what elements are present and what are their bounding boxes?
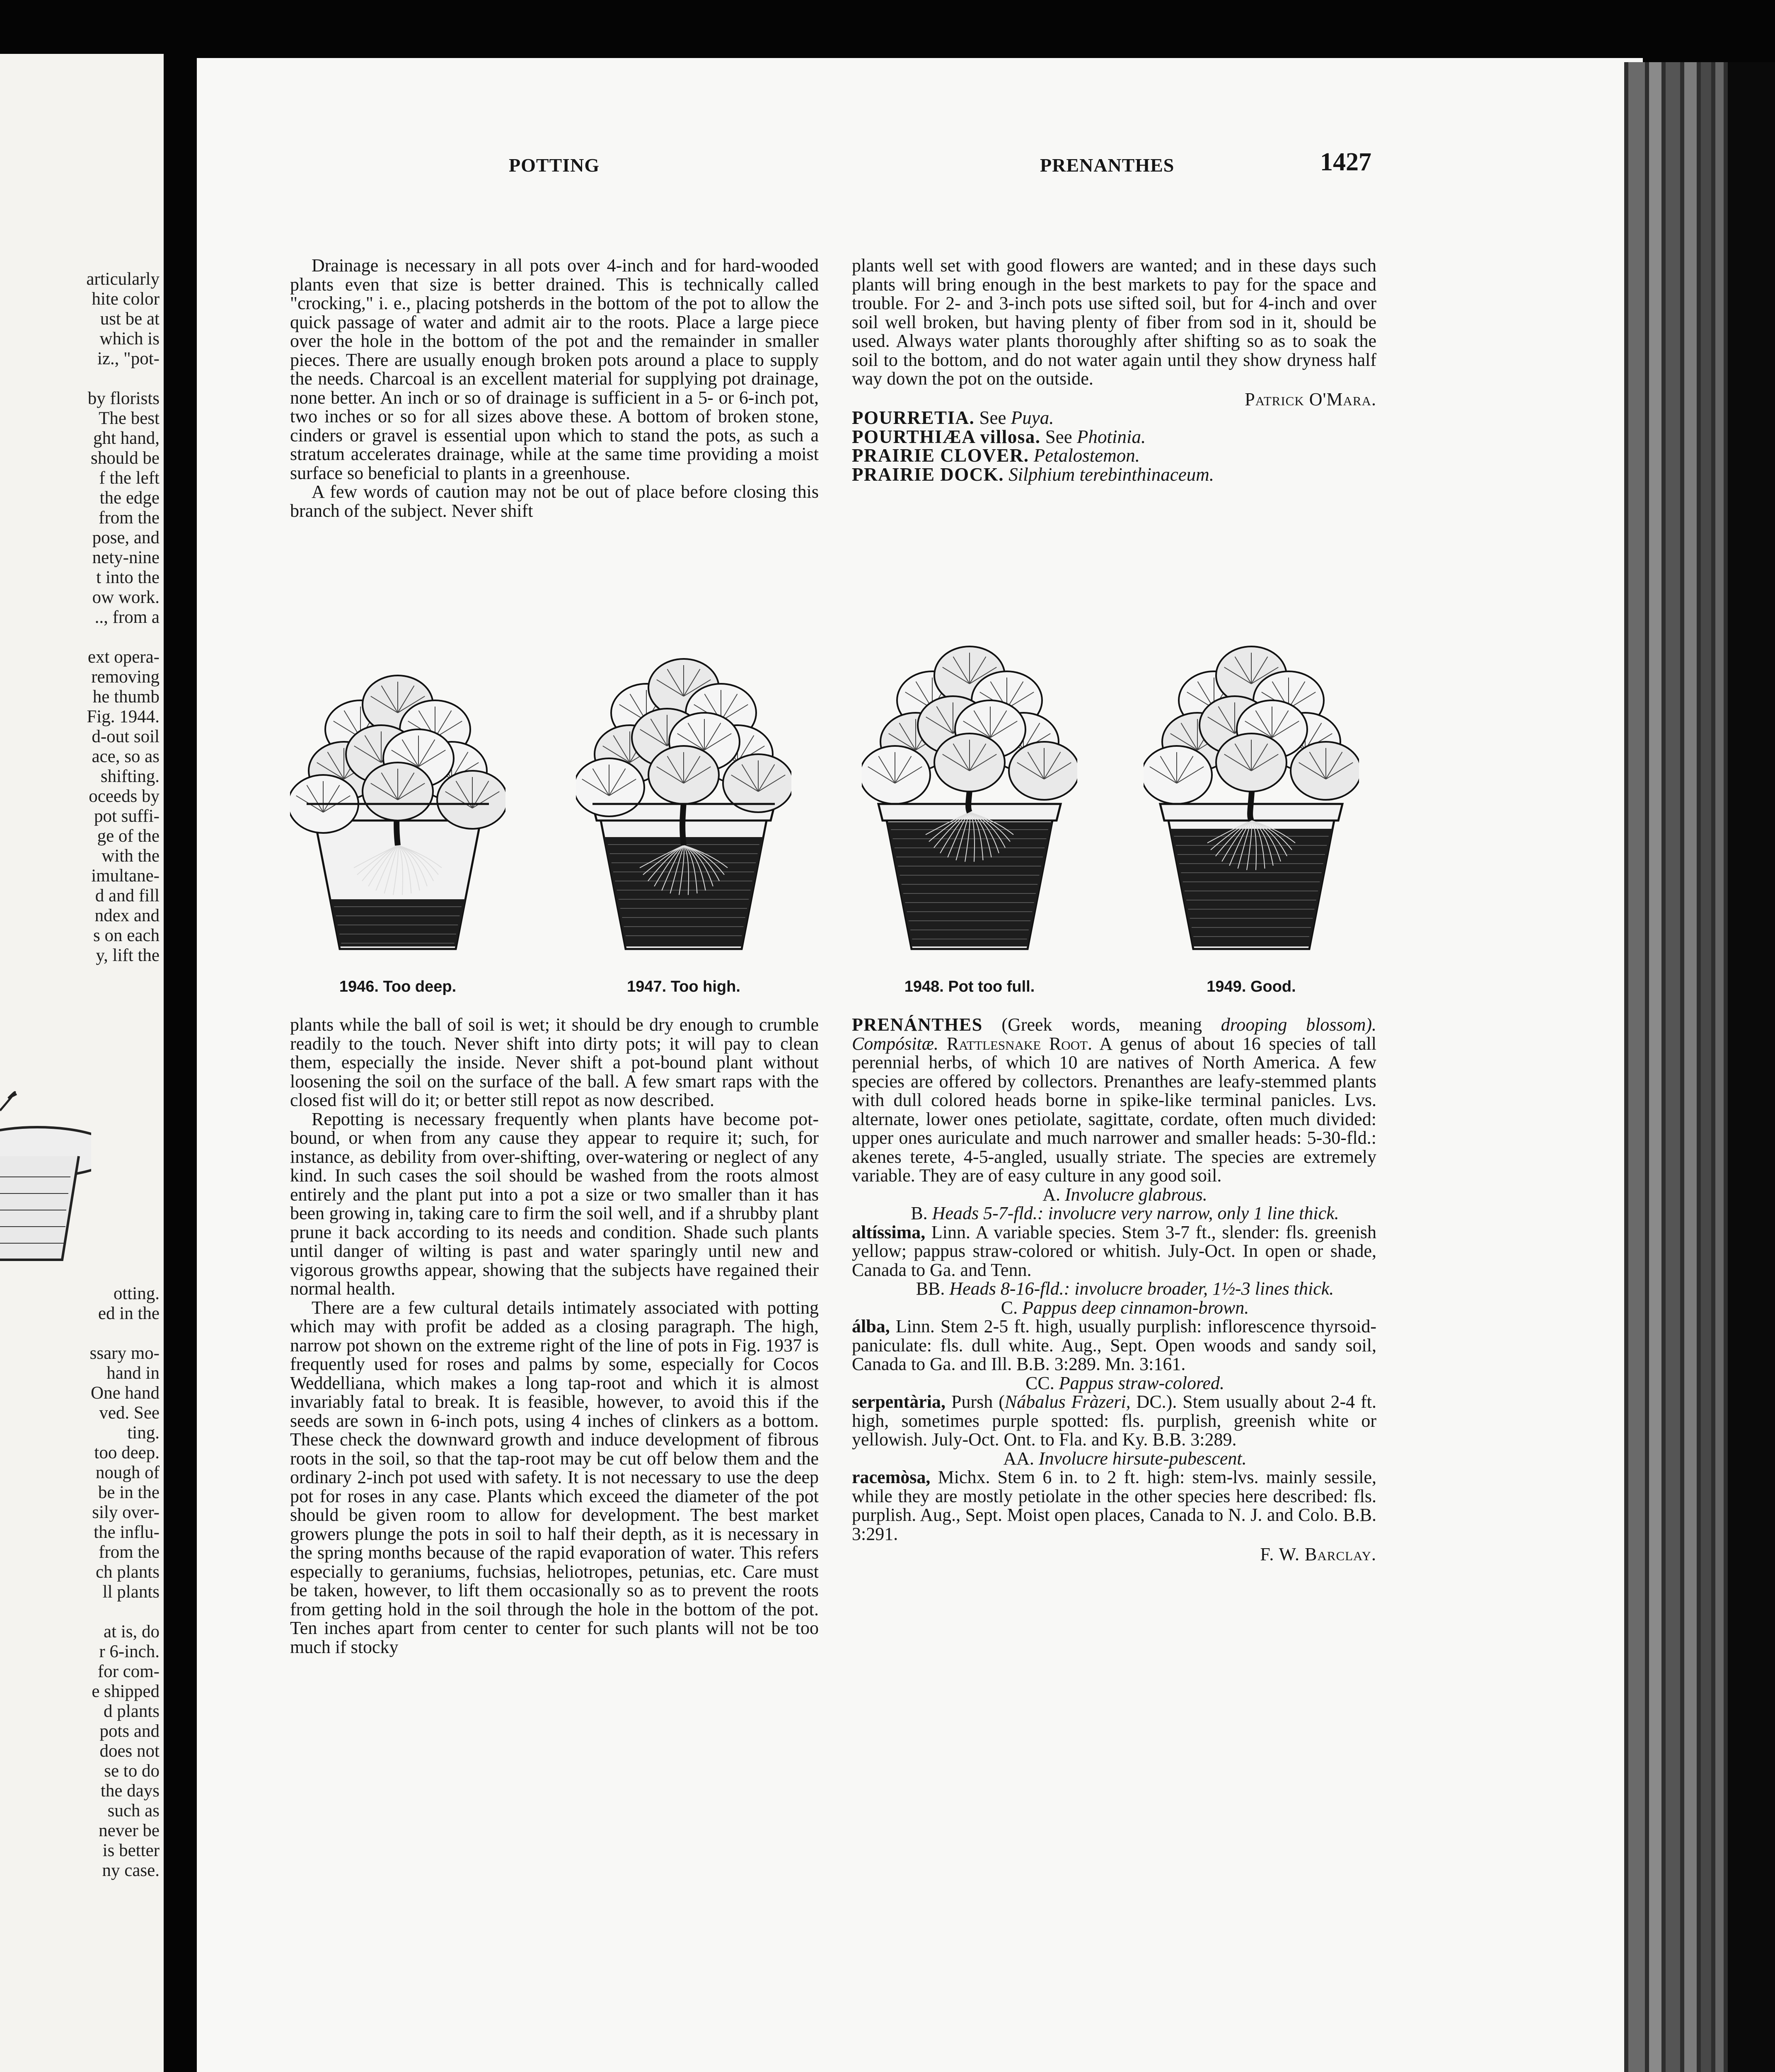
key-heading: A. Involucre glabrous.	[1042, 1184, 1207, 1205]
figure-good	[1144, 613, 1359, 999]
figure-caption: 1946. Too deep.	[339, 978, 457, 995]
species-entry: serpentària, Pursh (Nábalus Fràzeri, DC.). Stem usually about 2-4 ft. high, sometimes purple spotted: fls. purplish, greenish white or yellowish. July-Oct. Ont. to Fla. and Ky. B.B. 3:289.	[852, 1392, 1376, 1450]
genus-paragraph: PRENÁNTHES (Greek words, meaning drooping blossom). Compósitæ. Rattlesnake Root. A genus of about 16 species of tall perennial herbs, of which 10 are natives of North America. A few species are offered by collectors. Prenanthes are leafy-stemmed plants with dull colored heads borne in spike-like terminal panicles. Lvs. alternate, lower ones petiolate, sagittate, cordate, often much divided: upper ones auriculate and much narrower and smaller heads: 5-30-fld.: akenes terete, 4-5-angled, usually striate. The species are extremely variable. They are of easy culture in any good soil.	[852, 1014, 1377, 1186]
soil	[1170, 829, 1332, 946]
left-page-line: ting.	[127, 1423, 160, 1443]
left-page-line: d plants	[104, 1702, 160, 1721]
figure-pot-too-full	[862, 613, 1077, 999]
left-page-line: removing	[91, 667, 160, 687]
key-heading: AA. Involucre hirsute-pubescent.	[1003, 1448, 1247, 1469]
prenanthes-entry	[852, 1015, 1376, 1564]
left-page-line: nety-nine	[92, 548, 160, 567]
left-page-line: One hand	[91, 1383, 160, 1403]
left-page-line: se to do	[104, 1761, 160, 1781]
left-page-line: .., from a	[94, 608, 160, 627]
left-page-line: otting.	[113, 1284, 160, 1303]
paragraph: A few words of caution may not be out of place before closing this branch of the subject. Never shift	[290, 482, 819, 521]
foliage	[290, 675, 505, 833]
left-page-line: from the	[99, 1542, 160, 1562]
left-page-line: e shipped	[92, 1682, 160, 1701]
cross-reference: PRAIRIE DOCK. Silphium terebinthinaceum.	[852, 464, 1214, 485]
flower-pot	[1160, 804, 1342, 949]
left-page-line: ll plants	[102, 1582, 160, 1602]
species-entry: álba, Linn. Stem 2-5 ft. high, usually purplish: inflorescence thyrsoid-paniculate: fls. dull white. Aug., Sept. Open woods and sandy soil, Canada to Ga. and Ill. B.B. 3:289. Mn. 3:161.	[852, 1316, 1377, 1374]
figure-too-high	[576, 613, 791, 999]
cross-reference: POURRETIA. See Puya.	[852, 407, 1054, 428]
author-signature: Patrick O'Mara.	[1245, 389, 1376, 409]
left-page-line: ved. See	[99, 1403, 160, 1423]
foliage	[1144, 646, 1359, 804]
species-entry: altíssima, Linn. A variable species. Stem 3-7 ft., slender: fls. greenish yellow; pappus straw-colored or whitish. July-Oct. In open or shade, Canada to Ga. and Tenn.	[852, 1222, 1377, 1280]
figure-too-deep	[290, 613, 505, 999]
left-page-line: by florists	[87, 389, 160, 408]
left-page-line: which is	[99, 329, 160, 349]
flower-pot-illustration	[0, 1086, 91, 1280]
left-facing-page	[0, 54, 164, 2072]
paragraph: There are a few cultural details intimately associated with potting which may with profit be added as a closing paragraph. The high, narrow pot shown on the extreme right of the line of pots in Fig. 1937 is frequently used for roses and palms by some, especially for Cocos Weddelliana, which makes a long tap-root and which it is almost invariably fatal to break. It is feasible, however, to avoid this if the seeds are sown in 6-inch pots, using 4 inches of clinkers as a bottom. These check the downward growth and induce development of fibrous roots in the soil, so that the tap-root may be cut off below them and the ordinary 2-inch pot used with safety. It is not necessary to use the deep pot for roses in any case. Plants which exceed the diameter of the pot should be given room to allow for development. The best market growers plunge the pots in soil to half their depth, as it is necessary in the spring months because of the rapid evaporation of water. This refers especially to geraniums, fuchsias, heliotropes, petunias, etc. Care must be taken, however, to lift them occasionally so as to prevent the roots from getting hold in the soil through the hole in the bottom of the pot. Ten inches apart from center to center for such plants will not be too much if stocky	[290, 1297, 819, 1657]
column-bottom-left	[290, 1015, 819, 1656]
left-page-line: articularly	[86, 269, 160, 289]
left-page-line: the days	[100, 1781, 160, 1801]
left-page-line: never be	[99, 1821, 160, 1840]
left-page-line: r 6-inch.	[99, 1642, 160, 1661]
left-page-line: ow work.	[92, 588, 160, 607]
left-page-line: the edge	[99, 488, 160, 508]
left-page-line: oceeds by	[89, 787, 160, 806]
left-page-line: from the	[99, 508, 160, 528]
left-page-line: The best	[99, 409, 160, 428]
left-page-line: ny case.	[102, 1861, 160, 1880]
left-page-line: pose, and	[92, 528, 160, 547]
left-page-line: ed in the	[98, 1304, 160, 1323]
potted-plant-illustration	[1144, 613, 1359, 974]
left-page-line: iz., "pot-	[97, 349, 160, 368]
paragraph: plants well set with good flowers are wanted; and in these days such plants will bring enough in the best markets to pay for the space and trouble. For 2- and 3-inch pots use sifted soil, but for 4-inch and over soil well broken, but having plenty of fiber from sod in it, should be used. Always water plants thoroughly after shifting so as to soak the soil to the bottom, and do not water again until they show dryness half way down the pot on the outside.	[852, 255, 1376, 389]
left-page-line: he thumb	[92, 687, 160, 707]
genus-title: PRENÁNTHES	[852, 1014, 983, 1035]
potted-plant-illustration	[576, 613, 791, 974]
left-page-line: ge of the	[97, 826, 160, 846]
potted-plant-illustration	[862, 613, 1077, 974]
left-page-line: hand in	[106, 1363, 160, 1383]
left-page-line: s on each	[93, 926, 160, 945]
left-page-line: does not	[99, 1741, 160, 1761]
left-page-line: hite color	[92, 289, 160, 309]
left-page-line: be in the	[98, 1483, 160, 1502]
left-page-line: ace, so as	[92, 747, 160, 766]
cross-reference: PRAIRIE CLOVER. Petalostemon.	[852, 445, 1140, 466]
left-page-line: ssary mo-	[89, 1343, 160, 1363]
column-top-right	[852, 256, 1376, 484]
running-head-right: PRENANTHES	[1040, 155, 1175, 176]
left-page-line: ust be at	[100, 309, 160, 329]
figure-row	[290, 613, 1376, 1011]
foliage	[862, 646, 1077, 804]
figure-caption: 1948. Pot too full.	[904, 978, 1035, 995]
left-page-line: y, lift the	[96, 946, 160, 965]
potted-plant-illustration	[290, 613, 505, 974]
left-page-line: ch plants	[95, 1562, 160, 1582]
author-signature: F. W. Barclay.	[1260, 1544, 1376, 1564]
figure-caption: 1949. Good.	[1207, 978, 1296, 995]
left-page-line: f the left	[99, 468, 160, 488]
cross-reference: POURTHIÆA villosa. See Photinia.	[852, 426, 1146, 447]
left-page-line: pots and	[99, 1721, 160, 1741]
running-head-left: POTTING	[509, 155, 600, 176]
left-page-line: with the	[102, 846, 160, 866]
left-page-line: nough of	[95, 1463, 160, 1482]
left-page-line: at is, do	[104, 1622, 160, 1641]
paragraph: Drainage is necessary in all pots over 4-inch and for hard-wooded plants even that size is better drained. This is technically called "crocking," i. e., placing potsherds in the bottom of the pot to allow the quick passage of water and admit air to the roots. Place a large piece over the hole in the bottom of the pot and the remainder in smaller pieces. There are usually enough broken pots around a place to supply the needs. Charcoal is an excellent material for supplying pot drainage, none better. An inch or so of drainage is sufficient in a 5- or 6-inch pot, two inches or so for all sizes above these. A bottom of broken stone, cinders or gravel is essential upon which to stand the pots, as such a stratum accelerates drainage, while at the same time providing a moist surface so beneficial to plants in a greenhouse.	[290, 255, 819, 483]
book-edge-pages	[1624, 62, 1775, 2072]
left-page-line: such as	[107, 1801, 160, 1820]
species-entry: racemòsa, Michx. Stem 6 in. to 2 ft. high: stem-lvs. mainly sessile, while they are mostly petiolate in the other species here described: fls. purplish. Aug., Sept. Moist open places, Canada to N. J. and Colo. B.B. 3:291.	[852, 1467, 1376, 1544]
figure-caption: 1947. Too high.	[627, 978, 740, 995]
left-page-line: ndex and	[94, 906, 160, 925]
left-page-line: d and fill	[95, 886, 160, 905]
paragraph: plants while the ball of soil is wet; it should be dry enough to crumble readily to the touch. Never shift into dirty pots; it will pay to clean them, especially the inside. Never shift a pot-bound plant without loosening the soil on the surface of the ball. A few smart raps with the closed fist will do it; or better still repot as now described.	[290, 1014, 819, 1110]
column-top-left	[290, 256, 819, 520]
left-page-line: imultane-	[91, 866, 160, 886]
left-page-line: shifting.	[100, 767, 160, 786]
paragraph: Repotting is necessary frequently when plants have become pot-bound, or when from any cause they appear to require it; such, for instance, as debility from over-shifting, over-watering or neglect of any kind. In such cases the soil should be washed from the roots almost entirely and the plant put into a pot a size or two smaller than it has been growing in, taking care to firm the soil well, and if a shrubby plant prune it back according to its needs and condition. Shade such plants until danger of wilting is past and water sparingly until new and vigorous growths appear, showing that the subjects have regained their normal health.	[290, 1109, 819, 1299]
left-page-line: pot suffi-	[94, 806, 160, 826]
left-page-line: Fig. 1944.	[87, 707, 160, 726]
key-heading: B. Heads 5-7-fld.: involucre very narrow, only 1 line thick.	[911, 1203, 1339, 1223]
page-number: 1427	[1320, 148, 1371, 176]
left-page-line: too deep.	[94, 1443, 160, 1462]
left-page-line: d-out soil	[92, 727, 160, 746]
left-page-line: should be	[90, 448, 160, 468]
left-page-line: t into the	[96, 568, 160, 587]
left-page-line: ext opera-	[87, 647, 160, 667]
left-page-line: ght hand,	[93, 428, 160, 448]
key-heading: C. Pappus deep cinnamon-brown.	[1001, 1297, 1249, 1318]
key-heading: CC. Pappus straw-colored.	[1025, 1372, 1224, 1393]
foliage	[576, 659, 791, 816]
key-heading: BB. Heads 8-16-fld.: involucre broader, 1½-3 lines thick.	[916, 1278, 1334, 1299]
left-page-line: the influ-	[94, 1523, 160, 1542]
left-page-line: for com-	[97, 1662, 160, 1681]
left-page-line: is better	[102, 1841, 160, 1860]
left-page-line: sily over-	[92, 1503, 160, 1522]
